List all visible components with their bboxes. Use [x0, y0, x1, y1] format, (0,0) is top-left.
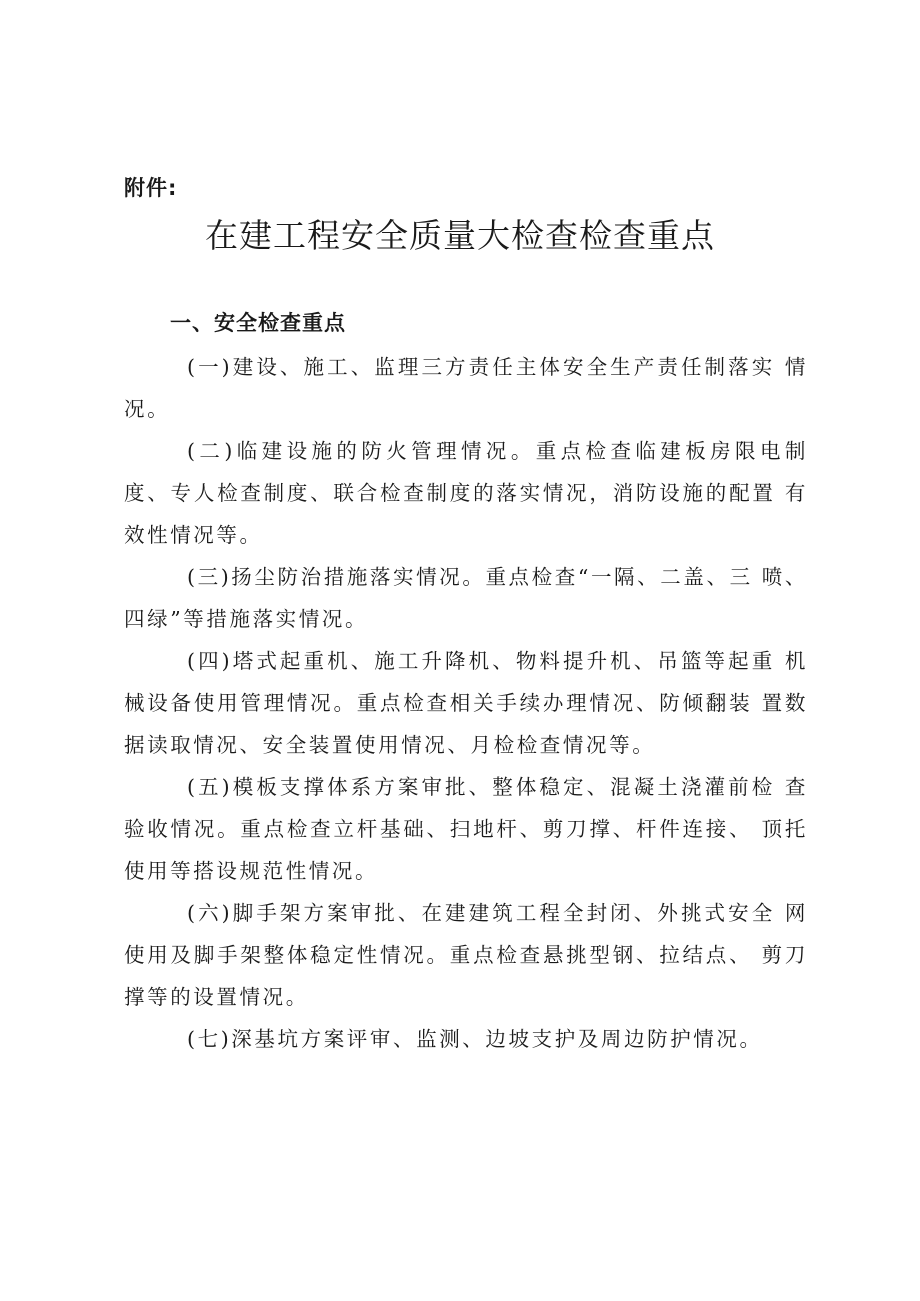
inspection-item-4: (四)塔式起重机、施工升降机、物料提升机、吊篮等起重 机械设备使用管理情况。重点检查相关手续办理情况、防倾翻装 置数据读取情况、安全装置使用情况、月检检查情况等。 — [124, 649, 808, 757]
inspection-item-2: (二)临建设施的防火管理情况。重点检查临建板房限电制 度、专人检查制度、联合检查制度的落实情况，消防设施的配置 有效性情况等。 — [124, 439, 808, 547]
attachment-label: 附件: — [124, 176, 178, 200]
section-heading: 一、安全检查重点 — [170, 311, 346, 335]
inspection-items-list — [124, 346, 808, 1060]
inspection-item-7: (七)深基坑方案评审、监测、边坡支护及周边防护情况。 — [187, 1027, 763, 1051]
inspection-item-3: (三)扬尘防治措施落实情况。重点检查“一隔、二盖、三 喷、四绿”等措施落实情况。 — [124, 565, 808, 631]
document-title: 在建工程安全质量大检查检查重点 — [205, 216, 715, 255]
inspection-item-6: (六)脚手架方案审批、在建建筑工程全封闭、外挑式安全 网使用及脚手架整体稳定性情况。重点检查悬挑型钢、拉结点、 剪刀撑等的设置情况。 — [124, 901, 808, 1009]
inspection-item-1: (一)建设、施工、监理三方责任主体安全生产责任制落实 情况。 — [124, 355, 808, 421]
inspection-item-5: (五)模板支撑体系方案审批、整体稳定、混凝土浇灌前检 查验收情况。重点检查立杆基础、扫地杆、剪刀撑、杆件连接、 顶托使用等搭设规范性情况。 — [124, 775, 808, 883]
